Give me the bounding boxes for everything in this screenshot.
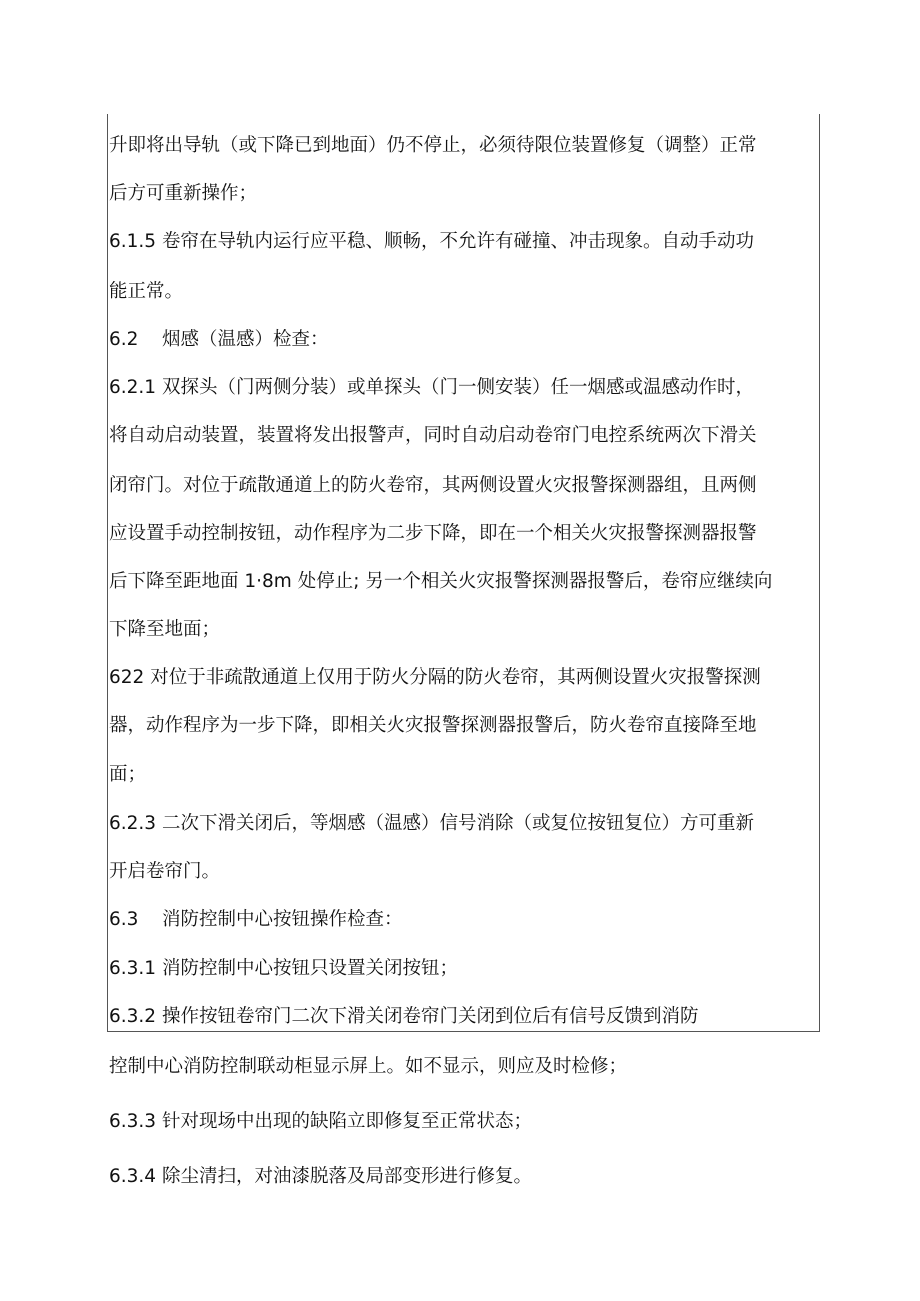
paragraph-line: 器，动作程序为一步下降，即相关火灾报警探测器报警后，防火卷帘直接降至地 [109, 715, 757, 736]
paragraph-line: 闭帘门。对位于疏散通道上的防火卷帘，其两侧设置火灾报警探测器组，且两侧 [109, 475, 757, 496]
section-heading: 烟感（温感）检查： [162, 329, 329, 350]
section-text: 针对现场中出现的缺陷立即修复至正常状态； [162, 1111, 533, 1132]
section-text: 除尘清扫，对油漆脱落及局部变形进行修复。 [162, 1166, 533, 1187]
section-number: 6.3 [109, 909, 139, 930]
paragraph-line: 能正常。 [109, 281, 184, 302]
section-number: 6.3.1 [109, 958, 157, 979]
paragraph-line: 控制中心消防控制联动柜显示屏上。如不显示，则应及时检修； [109, 1056, 628, 1077]
paragraph-line: 后方可重新操作； [109, 183, 258, 204]
paragraph-line: 将自动启动装置，装置将发出报警声，同时自动启动卷帘门电控系统两次下滑关 [109, 425, 757, 446]
section-heading: 消防控制中心按钮操作检查： [162, 909, 403, 930]
section-6-3-4 [109, 1165, 821, 1189]
section-text: 操作按钮卷帘门二次下滑关闭卷帘门关闭到位后有信号反馈到消防 [162, 1006, 699, 1027]
paragraph-line: 开启卷帘门。 [109, 861, 221, 882]
section-text: 双探头（门两侧分装）或单探头（门一侧安装）任一烟感或温感动作时， [162, 377, 755, 398]
section-number: 6.3.2 [109, 1006, 157, 1027]
section-number: 6.1.5 [109, 231, 157, 252]
section-text: 二次下滑关闭后，等烟感（温感）信号消除（或复位按钮复位）方可重新 [162, 813, 755, 834]
paragraph-line: 面； [109, 764, 147, 785]
paragraph-line: 应设置手动控制按钮，动作程序为二步下降，即在一个相关火灾报警探测器报警 [109, 523, 757, 544]
section-number: 6.2 [109, 329, 139, 350]
paragraph-line: 后下降至距地面 1·8m 处停止; 另一个相关火灾报警探测器报警后，卷帘应继续向 [109, 571, 773, 592]
section-6-3-3 [109, 1110, 821, 1134]
section-text: 消防控制中心按钮只设置关闭按钮； [162, 958, 459, 979]
section-6-3-2 [109, 1005, 821, 1029]
section-6-2-1 [109, 376, 821, 400]
section-number: 6.2.1 [109, 377, 157, 398]
section-6-3 [109, 908, 821, 932]
section-6-2 [109, 328, 821, 352]
section-text: 卷帘在导轨内运行应平稳、顺畅，不允许有碰撞、冲击现象。自动手动功 [162, 231, 755, 252]
section-number: 6.2.3 [109, 813, 157, 834]
paragraph-line: 升即将出导轨（或下降已到地面）仍不停止，必须待限位装置修复（调整）正常 [109, 135, 757, 156]
paragraph-line: 622 对位于非疏散通道上仅用于防火分隔的防火卷帘，其两侧设置火灾报警探测 [109, 667, 761, 688]
section-6-3-1 [109, 957, 821, 981]
section-number: 6.3.4 [109, 1166, 157, 1187]
section-6-1-5 [109, 230, 821, 254]
section-number: 6.3.3 [109, 1111, 157, 1132]
paragraph-line: 下降至地面； [109, 619, 221, 640]
section-6-2-3 [109, 812, 821, 836]
